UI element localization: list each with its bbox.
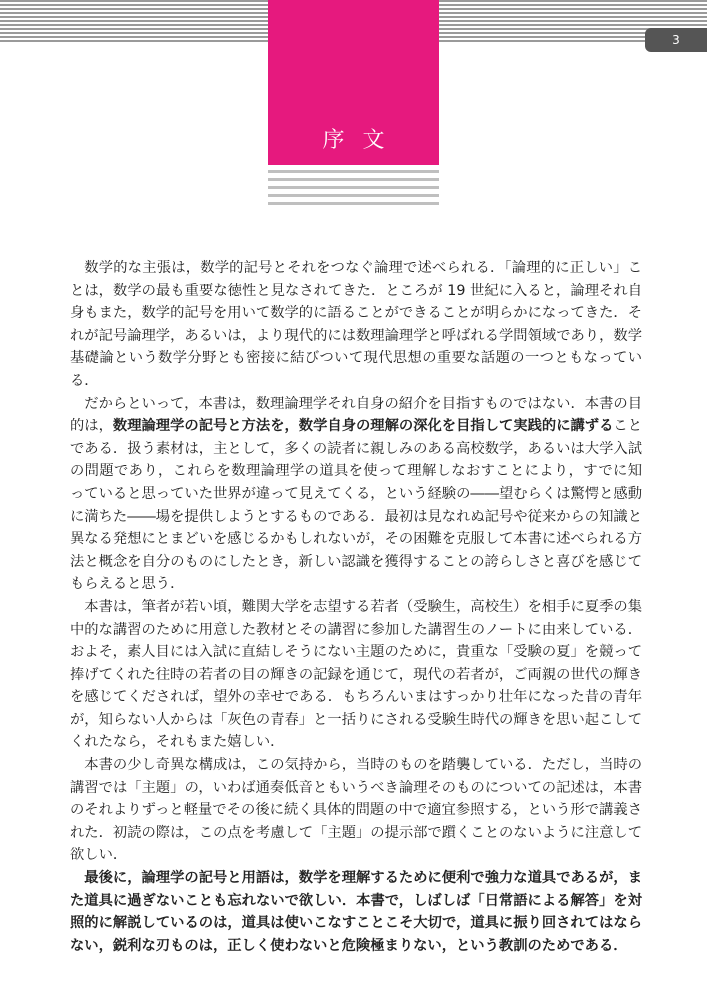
- page-number: 3: [645, 28, 707, 52]
- paragraph-2-after: ことである．扱う素材は，主として，多くの読者に親しみのある高校数学，あるいは大学入試の問題であり，これらを数理論理学の道具を使って理解しなおすことにより，すでに知っていると思っていた世界が違って見えてくる，という経験の――望むらくは驚愕と感動に満ちた――場を提供しようとするものである．最初は見なれぬ記号や従来からの知識と異なる発想にとまどいを感じるかもしれないが，その困難を克服して本書に述べられる方法と概念を自分のものにしたとき，新しい認識を獲得することの誇らしさと喜びを感じてもらえると思う．: [70, 418, 643, 593]
- paragraph-4: 本書の少し奇異な構成は，この気持から，当時のものを踏襲している．ただし，当時の講習では「主題」の，いわば通奏低音ともいうべき論理そのものについての記述は，本書のそれよりずっと軽量でその後に続く具体的問題の中で適宜参照する，という形で講義された．初読の際は，この点を考慮して「主題」の提示部で躓くことのないように注意して欲しい．: [70, 757, 642, 864]
- title-decoration-lines: [268, 170, 439, 210]
- paragraph-3: 本書は，筆者が若い頃，難関大学を志望する若者（受験生，高校生）を相手に夏季の集中的な講習のために用意した教材とその講習に参加した講習生のノートに由来している．およそ，素人目には入試に直結しそうにない主題のために，貴重な「受験の夏」を競って捧げてくれた往時の若者の目の輝きの記録を通じて，現代の若者が，ご両親の世代の輝きを感じてくだされば，望外の幸せである．もちろんいまはすっかり壮年になった昔の青年が，知らない人からは「灰色の青春」と一括りにされる受験生時代の輝きを思い起こしてくれたなら，それもまた嬉しい．: [70, 598, 642, 751]
- paragraph-5: 最後に，論理学の記号と用語は，数学を理解するために便利で強力な道具であるが，また道具に過ぎないことも忘れないで欲しい．本書で，しばしば「日常語による解答」を対照的に解説しているのは，道具は使いこなすことこそ大切で，道具に振り回されてはならない，鋭利な刃ものは，正しく使わないと危険極まりない，という教訓のためである．: [70, 870, 642, 954]
- paragraph-2-bold: 数理論理学の記号と方法を，数学自身の理解の深化を目指して実践的に講ずる: [112, 418, 614, 435]
- paragraph-2: [70, 393, 642, 596]
- page-title: 序文: [322, 128, 403, 153]
- paragraph-2-before: だからといって，本書は，数理論理学それ自身の紹介を目指すものではない．本書の目的は，: [70, 395, 642, 435]
- body-text: [70, 257, 642, 957]
- paragraph-1: 数学的な主張は，数学的記号とそれをつなぐ論理で述べられる．「論理的に正しい」ことは，数学の最も重要な徳性と見なされてきた．ところが 19 世紀に入ると，論理それ自身もまた，数学的記号を用いて数学的に語ることができることが明らかになってきた．それが記号論理学，あるいは，より現代的には数理論理学と呼ばれる学問領域であり，数学基礎論という数学分野とも密接に結びついて現代思想の重要な話題の一つともなっている．: [70, 260, 642, 389]
- title-block: [268, 0, 439, 165]
